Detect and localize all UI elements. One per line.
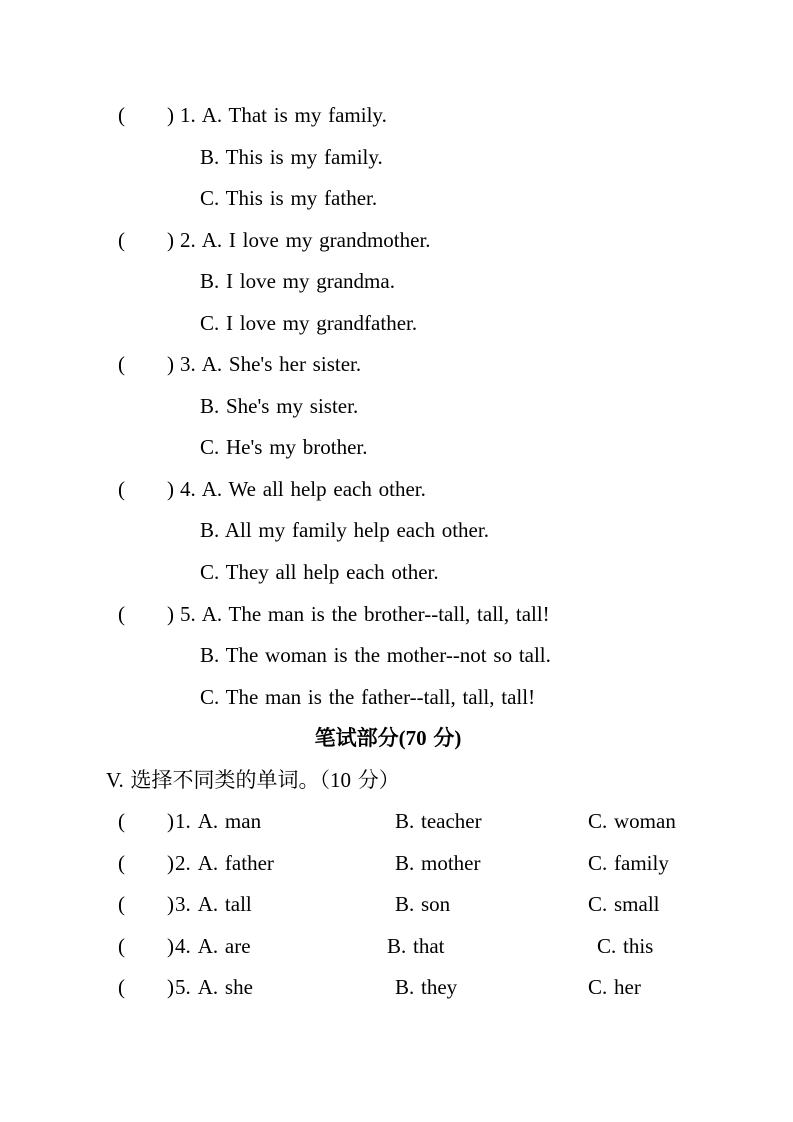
question-number: 5. — [175, 975, 191, 1000]
word-choice-row — [0, 884, 793, 926]
word-option-c: C. woman — [588, 809, 676, 834]
question-number: 5. — [180, 601, 196, 626]
question-number: 3. — [180, 352, 196, 377]
option-text: A. She's her sister. — [201, 352, 362, 377]
question-number: 3. — [175, 892, 191, 917]
option-line — [0, 261, 793, 303]
word-option-b: B. they — [395, 975, 458, 1000]
answer-blank — [125, 827, 167, 828]
question-line — [0, 344, 793, 386]
question-line — [0, 95, 793, 137]
word-option-a: A. man — [197, 809, 262, 834]
answer-blank — [125, 121, 167, 122]
question-number: 4. — [175, 933, 191, 958]
option-line — [0, 635, 793, 677]
answer-paren-open: ( — [118, 476, 125, 501]
word-choice-row — [0, 967, 793, 1009]
answer-paren-close: ) — [167, 103, 174, 127]
answer-paren-close: ) — [167, 850, 174, 875]
option-text: B. She's my sister. — [200, 393, 359, 418]
answer-paren-open: ( — [118, 809, 125, 834]
answer-paren-close: ) — [167, 352, 174, 377]
question-line — [0, 469, 793, 511]
option-line — [0, 552, 793, 594]
answer-blank — [125, 495, 167, 496]
question-line — [0, 594, 793, 636]
word-option-b: B. that — [387, 933, 445, 958]
word-option-a: A. tall — [197, 892, 252, 917]
answer-paren-close: ) — [167, 892, 174, 917]
answer-paren-open: ( — [118, 352, 125, 377]
option-text: B. The woman is the mother--not so tall. — [200, 643, 551, 668]
answer-paren-open: ( — [118, 933, 125, 958]
answer-blank — [125, 620, 167, 621]
answer-paren-open: ( — [118, 601, 125, 626]
answer-paren-open: ( — [118, 103, 125, 127]
question-number: 2. — [180, 227, 196, 252]
option-line — [0, 386, 793, 428]
word-option-a: A. she — [197, 975, 253, 1000]
answer-blank — [125, 952, 167, 953]
answer-paren-close: ) — [167, 601, 174, 626]
question-number: 1. — [180, 103, 196, 127]
answer-blank — [125, 246, 167, 247]
answer-paren-open: ( — [118, 975, 125, 1000]
answer-paren-close: ) — [167, 975, 174, 1000]
word-option-c: C. small — [588, 892, 660, 917]
option-line — [0, 427, 793, 469]
word-choice-row — [0, 801, 793, 843]
option-text: C. They all help each other. — [200, 560, 439, 585]
option-text: A. The man is the brother--tall, tall, tall! — [201, 601, 550, 626]
answer-blank — [125, 993, 167, 994]
answer-blank — [125, 370, 167, 371]
option-text: B. This is my family. — [200, 144, 383, 169]
option-text: C. The man is the father--tall, tall, tall! — [200, 684, 536, 709]
answer-paren-close: ) — [167, 809, 174, 834]
option-line — [0, 510, 793, 552]
answer-blank — [125, 910, 167, 911]
option-text: C. He's my brother. — [200, 435, 368, 460]
word-option-c: C. her — [588, 975, 641, 1000]
option-line — [0, 303, 793, 345]
question-number: 1. — [175, 809, 191, 834]
answer-paren-close: ) — [167, 476, 174, 501]
answer-paren-close: ) — [167, 227, 174, 252]
question-number: 2. — [175, 850, 191, 875]
option-text: C. I love my grandfather. — [200, 310, 418, 335]
page-content — [0, 95, 793, 1009]
option-line — [0, 677, 793, 719]
answer-paren-open: ( — [118, 850, 125, 875]
option-line — [0, 137, 793, 179]
word-option-b: B. teacher — [395, 809, 482, 834]
option-text: C. This is my father. — [200, 186, 378, 211]
option-text: B. I love my grandma. — [200, 269, 395, 294]
option-line — [0, 178, 793, 220]
word-option-a: A. are — [197, 933, 251, 958]
answer-paren-open: ( — [118, 892, 125, 917]
option-text: A. That is my family. — [201, 103, 387, 127]
written-part-heading: 笔试部分(70 分) — [314, 726, 462, 751]
word-option-c: C. family — [588, 850, 669, 875]
word-choice-row — [0, 926, 793, 968]
answer-paren-close: ) — [167, 933, 174, 958]
question-line — [0, 220, 793, 262]
word-option-a: A. father — [197, 850, 274, 875]
answer-paren-open: ( — [118, 227, 125, 252]
word-option-c: C. this — [597, 933, 654, 958]
word-choice-row — [0, 843, 793, 885]
word-option-b: B. mother — [395, 850, 481, 875]
option-text: B. All my family help each other. — [200, 518, 489, 543]
section-v-title: V. 选择不同类的单词。（10 分） — [106, 767, 400, 792]
option-text: A. We all help each other. — [201, 476, 426, 501]
option-text: A. I love my grandmother. — [201, 227, 431, 252]
answer-blank — [125, 869, 167, 870]
question-number: 4. — [180, 476, 196, 501]
word-option-b: B. son — [395, 892, 451, 917]
